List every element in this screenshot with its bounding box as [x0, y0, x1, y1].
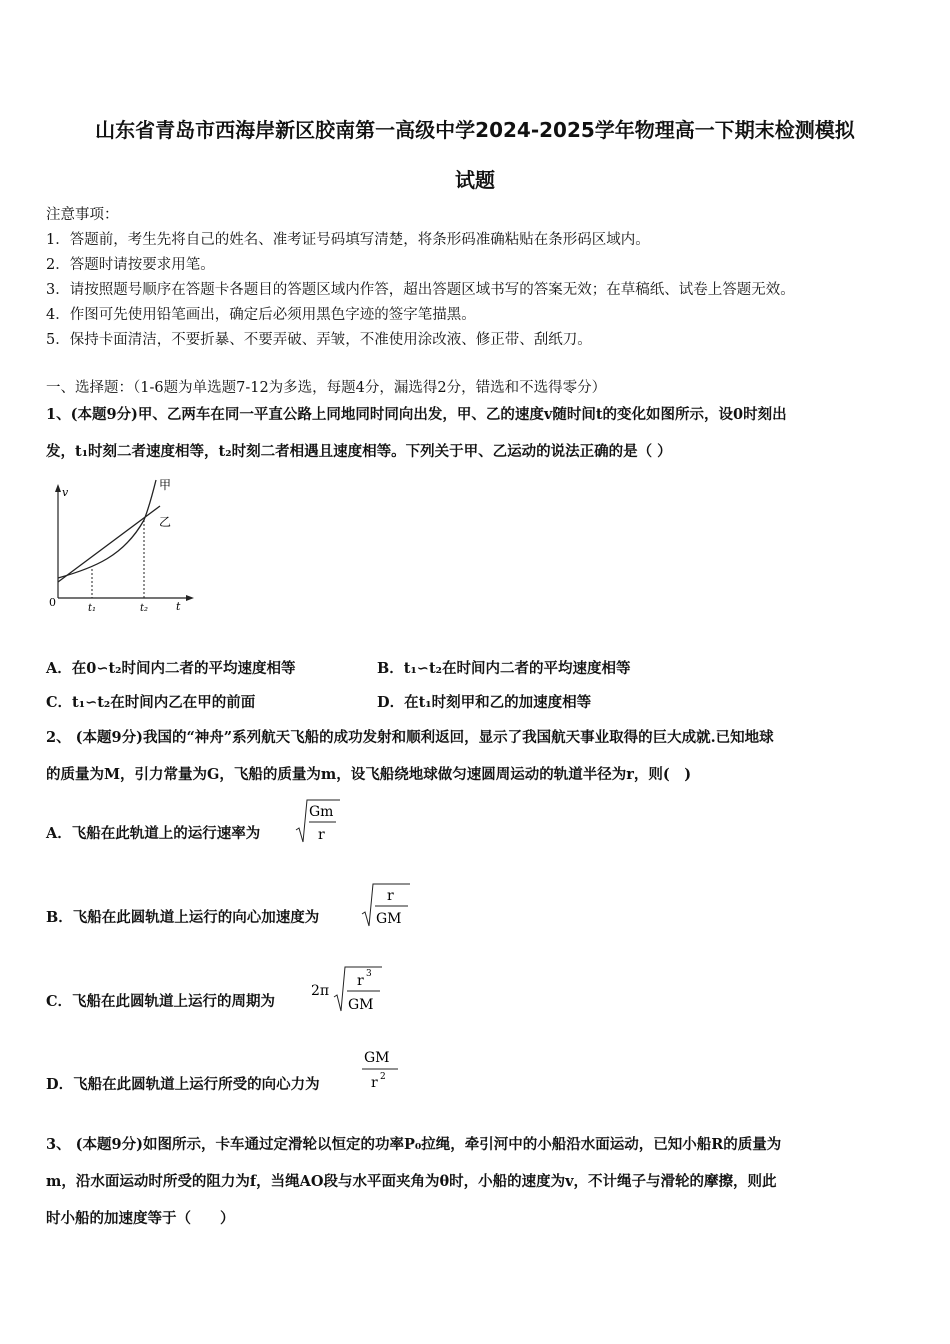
notice-item: 5．保持卡面清洁，不要折暴、不要弄破、弄皱，不准使用涂改液、修正带、刮纸刀。	[46, 332, 592, 348]
q2-formula-d	[360, 1044, 404, 1094]
page-title-line1: 山东省青岛市西海岸新区胶南第一高级中学2024-2025学年物理高一下期末检测模拟	[95, 118, 855, 142]
q2-option-d[interactable]: D．飞船在此圆轨道上运行所受的向心力为	[46, 1076, 320, 1093]
formula-d-exp: 2	[380, 1072, 386, 1082]
page-title-line2: 试题	[455, 168, 495, 192]
graph-jia-label: 甲	[159, 478, 172, 492]
q1-option-b[interactable]: B．t₁∽t₂在时间内二者的平均速度相等	[377, 660, 631, 677]
curve-jia	[58, 480, 156, 578]
formula-b-den: GM	[376, 911, 402, 927]
notice-item: 1．答题前，考生先将自己的姓名、准考证号码填写清楚，将条形码准确粘贴在条形码区域内。	[46, 232, 650, 248]
section-heading: 一、选择题：（1-6题为单选题7-12为多选，每题4分，漏选得2分，错选和不选得零分）	[46, 380, 607, 396]
graph-v-label: v	[62, 486, 69, 499]
q2-text-line1: 2、 (本题9分)我国的“神舟”系列航天飞船的成功发射和顺利返回，显示了我国航天事业取得的巨大成就.已知地球	[46, 729, 774, 746]
formula-c-den: GM	[348, 997, 374, 1013]
notice-item: 2．答题时请按要求用笔。	[46, 257, 215, 273]
q2-formula-c	[310, 963, 386, 1017]
q1-text-line2: 发，t₁时刻二者速度相等，t₂时刻二者相遇且速度相等。下列关于甲、乙运动的说法正确的是（ ）	[46, 443, 672, 460]
q3-text-line2: m，沿水面运动时所受的阻力为f，当绳AO段与水平面夹角为θ时，小船的速度为v，不计绳子与滑轮的摩擦，则此	[46, 1173, 777, 1190]
graph-yi-label: 乙	[159, 515, 172, 529]
formula-d-den: r	[371, 1075, 378, 1091]
notice-item: 3．请按照题号顺序在答题卡各题目的答题区域内作答，超出答题区域书写的答案无效；在草稿纸、试卷上答题无效。	[46, 282, 795, 298]
q1-text-line1: 1、(本题9分)甲、乙两车在同一平直公路上同地同时同向出发，甲、乙的速度v随时间t的变化如图所示，设0时刻出	[46, 406, 787, 423]
formula-d-num: GM	[364, 1050, 390, 1066]
q1-option-c[interactable]: C．t₁∽t₂在时间内乙在甲的前面	[46, 694, 256, 711]
q2-option-a[interactable]: A．飞船在此轨道上的运行速率为	[46, 825, 261, 842]
q2-text-line2: 的质量为M，引力常量为G，飞船的质量为m，设飞船绕地球做匀速圆周运动的轨道半径为r，则( )	[46, 766, 692, 783]
q1-vt-graph	[44, 474, 204, 618]
q2-option-c[interactable]: C．飞船在此圆轨道上运行的周期为	[46, 993, 276, 1010]
graph-t-label: t	[176, 600, 181, 613]
q1-option-a[interactable]: A．在0∽t₂时间内二者的平均速度相等	[46, 660, 296, 677]
formula-c-prefix: 2π	[311, 983, 330, 999]
graph-t2-label: t₂	[140, 603, 149, 614]
formula-b-num: r	[387, 888, 394, 904]
y-axis-arrow	[55, 484, 61, 492]
q1-option-d[interactable]: D．在t₁时刻甲和乙的加速度相等	[377, 694, 592, 711]
q2-option-b[interactable]: B．飞船在此圆轨道上运行的向心加速度为	[46, 909, 320, 926]
q2-formula-a	[294, 796, 342, 848]
notice-item: 4．作图可先使用铅笔画出，确定后必须用黑色字迹的签字笔描黑。	[46, 307, 476, 323]
x-axis-arrow	[186, 595, 194, 601]
formula-a-num: Gm	[309, 804, 334, 820]
formula-a-den: r	[318, 827, 325, 843]
notice-heading: 注意事项：	[46, 207, 119, 223]
formula-c-num: r	[357, 973, 364, 989]
graph-t1-label: t₁	[88, 603, 97, 614]
q2-formula-b	[360, 880, 414, 932]
formula-c-exp: 3	[366, 969, 372, 979]
q3-text-line1: 3、 (本题9分)如图所示，卡车通过定滑轮以恒定的功率P₀拉绳，牵引河中的小船沿水面运动，已知小船R的质量为	[46, 1136, 782, 1153]
q3-text-line3: 时小船的加速度等于（ ）	[46, 1210, 235, 1227]
graph-origin-label: 0	[49, 596, 56, 609]
